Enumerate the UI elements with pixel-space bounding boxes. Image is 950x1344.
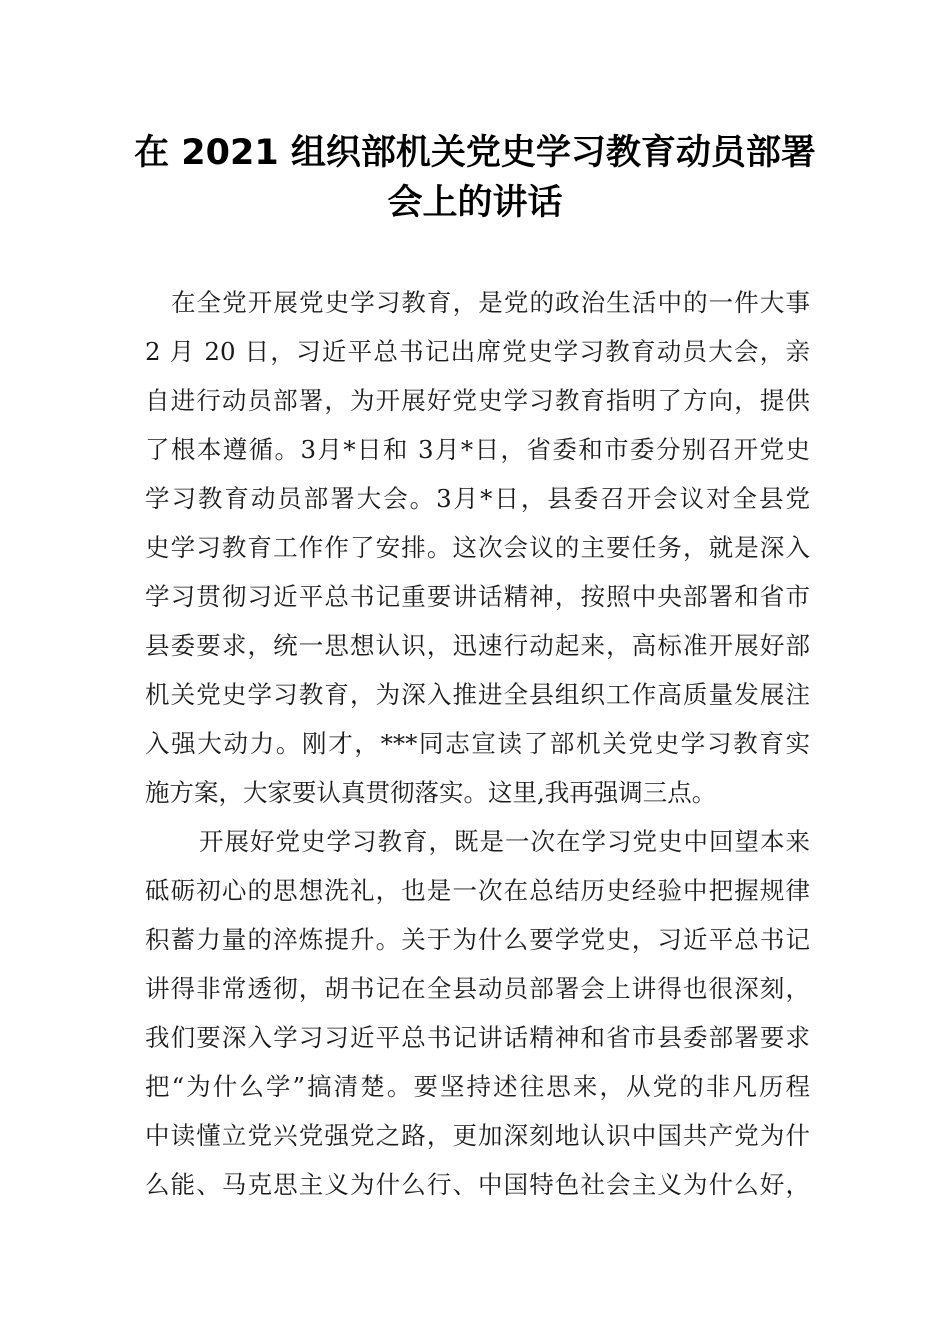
- document-body: [145, 278, 810, 1209]
- paragraph-line: 中读懂立党兴党强党之路，更加深刻地认识中国共产党为什: [145, 1121, 810, 1150]
- paragraph-line: 入强大动力。刚才，***同志宣读了部机关党史学习教育实: [145, 729, 810, 758]
- paragraph-line: 积蓄力量的淬炼提升。关于为什么要学党史，习近平总书记: [145, 925, 810, 954]
- paragraph-2: [145, 817, 810, 1209]
- paragraph-line: 2 月 20 日，习近平总书记出席党史学习教育动员大会，亲: [145, 337, 810, 366]
- paragraph-line: 学习教育动员部署大会。3月*日，县委召开会议对全县党: [145, 484, 810, 513]
- paragraph-1: [145, 278, 810, 817]
- paragraph-line: 学习贯彻习近平总书记重要讲话精神，按照中央部署和省市: [145, 582, 810, 611]
- paragraph-line: 把“为什么学”搞清楚。要坚持述往思来，从党的非凡历程: [145, 1072, 810, 1101]
- paragraph-line: 了根本遵循。3月*日和 3月*日，省委和市委分别召开党史: [145, 435, 810, 464]
- document-title: [120, 128, 830, 228]
- paragraph-line: 自进行动员部署，为开展好党史学习教育指明了方向，提供: [145, 386, 810, 415]
- paragraph-line: 机关党史学习教育，为深入推进全县组织工作高质量发展注: [145, 680, 810, 709]
- paragraph-line: 施方案，大家要认真贯彻落实。这里,我再强调三点。: [145, 778, 717, 807]
- paragraph-line: 砥砺初心的思想洗礼，也是一次在总结历史经验中把握规律: [145, 876, 810, 905]
- paragraph-line: 县委要求，统一思想认识，迅速行动起来，高标准开展好部: [145, 631, 810, 660]
- paragraph-line: 史学习教育工作作了安排。这次会议的主要任务，就是深入: [145, 533, 810, 562]
- paragraph-line: 开展好党史学习教育，既是一次在学习党史中回望本来: [199, 827, 810, 856]
- paragraph-line: 么能、马克思主义为什么行、中国特色社会主义为什么好，: [145, 1170, 810, 1199]
- paragraph-line: 讲得非常透彻，胡书记在全县动员部署会上讲得也很深刻，: [145, 974, 810, 1003]
- title-line-2: 会上的讲话: [387, 183, 563, 223]
- title-line-1: 在 2021 组织部机关党史学习教育动员部署: [134, 133, 816, 173]
- paragraph-line: 我们要深入学习习近平总书记讲话精神和省市县委部署要求: [145, 1023, 810, 1052]
- paragraph-line: 在全党开展党史学习教育，是党的政治生活中的一件大事: [171, 288, 810, 317]
